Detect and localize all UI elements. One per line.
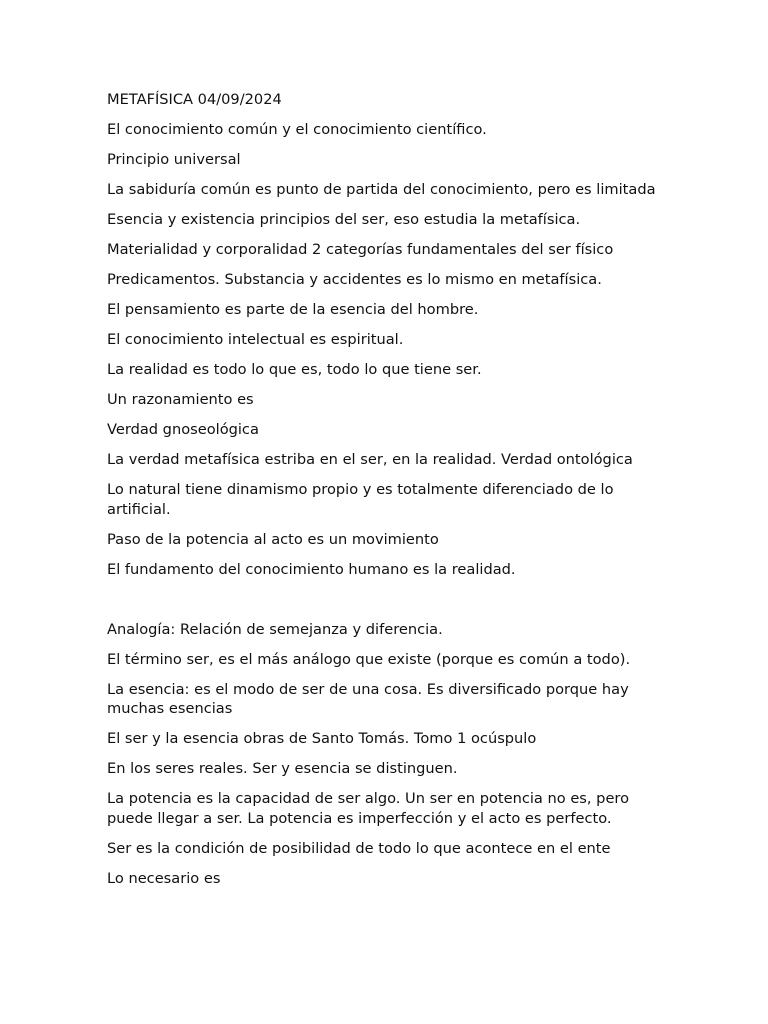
paragraph: Esencia y existencia principios del ser, eso estudia la metafísica. [107, 211, 581, 228]
paragraph: Lo necesario es [107, 869, 221, 887]
paragraph: El pensamiento es parte de la esencia del hombre. [107, 301, 479, 318]
paragraph: El conocimiento común y el conocimiento científico. [107, 121, 487, 138]
paragraph: La esencia: es el modo de ser de una cosa. Es diversificado porque hay muchas esencias [107, 680, 629, 717]
paragraph: La verdad metafísica estriba en el ser, en la realidad. Verdad ontológica [107, 451, 633, 468]
blank-line [107, 590, 667, 610]
paragraph: La sabiduría común es punto de partida del conocimiento, pero es limitada [107, 181, 656, 198]
paragraph: Lo natural tiene dinamismo propio y es totalmente diferenciado de lo artificial. [107, 481, 614, 518]
paragraph: Analogía: Relación de semejanza y diferencia. [107, 620, 443, 638]
paragraph: La realidad es todo lo que es, todo lo que tiene ser. [107, 361, 482, 378]
paragraph: Un razonamiento es [107, 391, 254, 408]
paragraph: Principio universal [107, 151, 241, 168]
paragraph: En los seres reales. Ser y esencia se distinguen. [107, 760, 458, 777]
paragraph: El fundamento del conocimiento humano es la realidad. [107, 560, 516, 578]
paragraph: Ser es la condición de posibilidad de todo lo que acontece en el ente [107, 839, 611, 857]
paragraph: La potencia es la capacidad de ser algo. Un ser en potencia no es, pero puede llegar a ser. La potencia es imperfección y el acto es perfecto. [107, 790, 630, 827]
document-body [107, 90, 667, 899]
paragraph: Verdad gnoseológica [107, 421, 259, 438]
paragraph: El conocimiento intelectual es espiritual. [107, 331, 404, 348]
paragraph: El ser y la esencia obras de Santo Tomás. Tomo 1 ocúspulo [107, 730, 537, 747]
paragraph: El término ser, es el más análogo que existe (porque es común a todo). [107, 650, 631, 668]
paragraph: Materialidad y corporalidad 2 categorías fundamentales del ser físico [107, 241, 614, 258]
paragraph: Predicamentos. Substancia y accidentes es lo mismo en metafísica. [107, 271, 602, 288]
paragraph: Paso de la potencia al acto es un movimiento [107, 530, 439, 548]
document-title: METAFÍSICA 04/09/2024 [107, 91, 282, 108]
